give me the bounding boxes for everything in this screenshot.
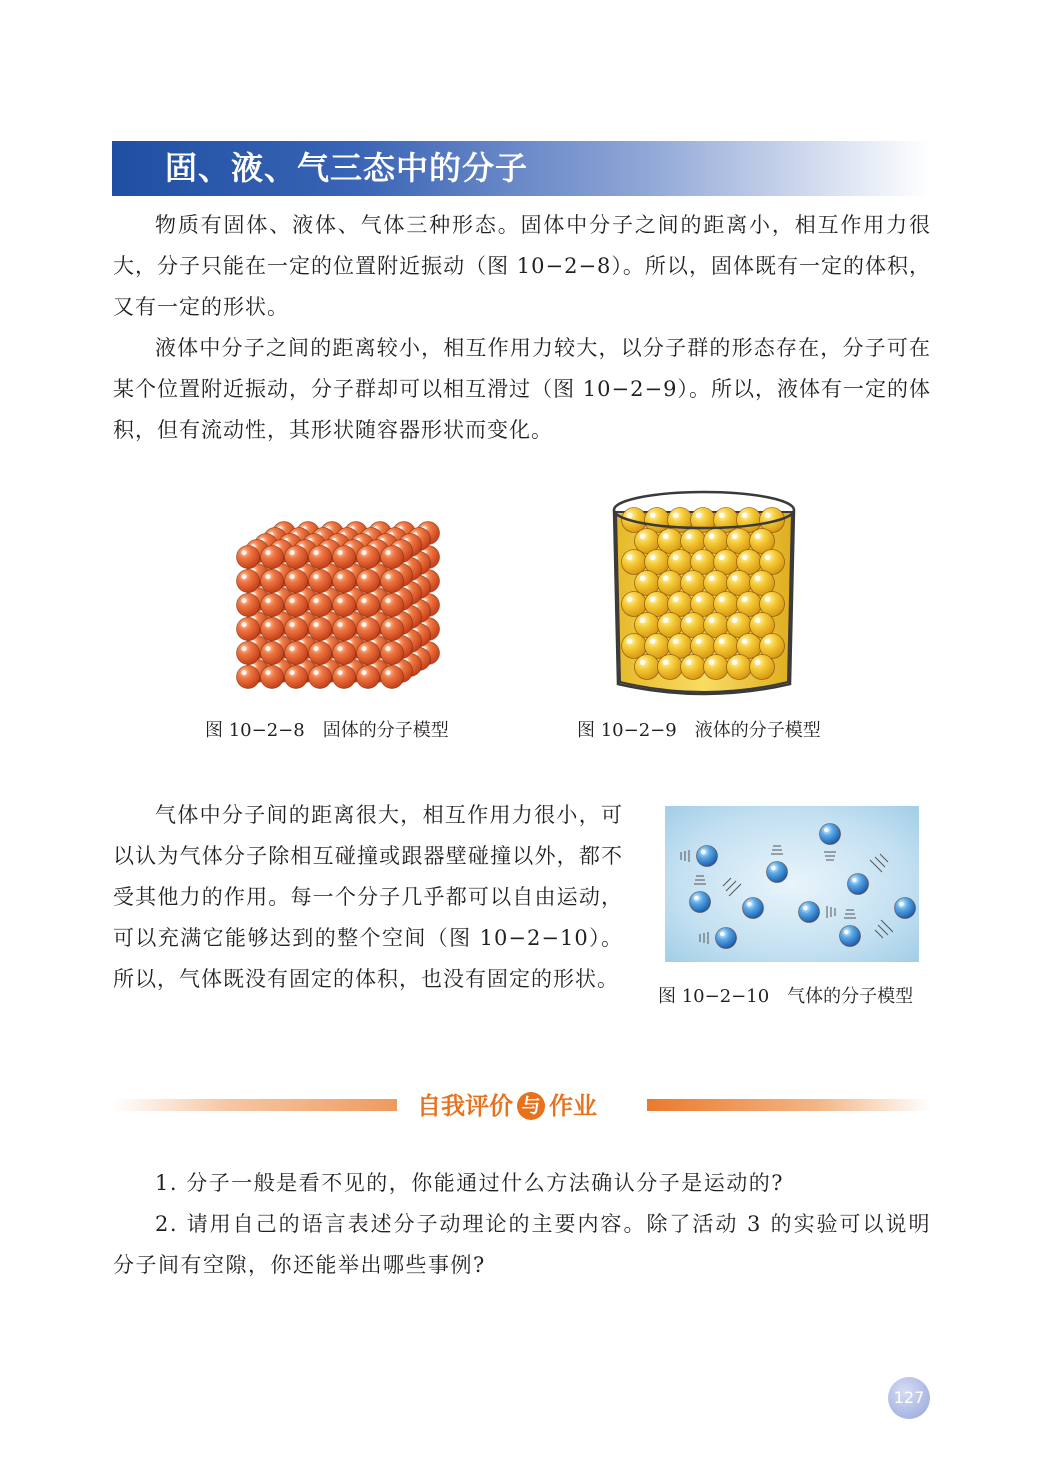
solid-molecule — [237, 618, 260, 641]
liquid-molecule-highlight — [627, 597, 633, 603]
liquid-molecule-highlight — [627, 555, 633, 561]
paragraph-solid: 物质有固体、液体、气体三种形态。固体中分子之间的距离小，相互作用力很大，分子只能在一定的位置附近振动（图 10−2−8）。所以，固体既有一定的体积，又有一定的形状。 — [113, 213, 931, 319]
liquid-molecule-highlight — [709, 534, 715, 540]
caption-number: 图 10−2−9 — [577, 720, 677, 741]
liquid-molecule-highlight — [696, 513, 702, 519]
liquid-molecule — [681, 655, 706, 680]
liquid-molecule-highlight — [765, 555, 771, 561]
caption-title: 液体的分子模型 — [694, 720, 821, 741]
solid-molecule — [261, 666, 284, 689]
liquid-molecule-highlight — [765, 513, 771, 519]
solid-molecule — [285, 666, 308, 689]
solid-molecule-highlight — [313, 598, 318, 603]
liquid-molecule — [622, 634, 647, 659]
liquid-molecule-highlight — [663, 534, 669, 540]
gas-molecule-highlight — [899, 902, 904, 907]
liquid-molecule-highlight — [686, 576, 692, 582]
solid-molecule — [333, 642, 356, 665]
liquid-molecule-highlight — [686, 534, 692, 540]
body-text-gas — [113, 795, 623, 1000]
solid-molecule — [237, 570, 260, 593]
solid-molecule-highlight — [385, 622, 390, 627]
solid-molecule-highlight — [313, 574, 318, 579]
solid-molecule-highlight — [289, 646, 294, 651]
solid-molecule — [333, 666, 356, 689]
solid-molecule-highlight — [385, 670, 390, 675]
section-line-left — [113, 1099, 397, 1111]
solid-molecule — [357, 594, 380, 617]
solid-molecule — [261, 642, 284, 665]
solid-molecule-highlight — [289, 574, 294, 579]
liquid-molecule-highlight — [732, 576, 738, 582]
liquid-molecule-highlight — [627, 513, 633, 519]
solid-molecule — [333, 546, 356, 569]
section-line-right — [647, 1099, 931, 1111]
liquid-molecule-highlight — [673, 513, 679, 519]
solid-molecule-highlight — [313, 622, 318, 627]
solid-molecule-highlight — [385, 550, 390, 555]
solid-molecule-highlight — [337, 670, 342, 675]
section-title-left: 自我评价 — [417, 1092, 513, 1120]
solid-molecule-highlight — [265, 550, 270, 555]
solid-molecule-highlight — [265, 646, 270, 651]
section-title-right: 作业 — [549, 1092, 597, 1120]
liquid-molecule-highlight — [742, 597, 748, 603]
section-title — [417, 1088, 597, 1124]
solid-molecule — [237, 546, 260, 569]
gas-molecule-highlight — [803, 906, 808, 911]
liquid-molecule — [622, 592, 647, 617]
liquid-molecule — [750, 655, 775, 680]
solid-molecule — [309, 642, 332, 665]
figure-caption-liquid — [577, 716, 821, 742]
question-item: 2. 请用自己的语言表述分子动理论的主要内容。除了活动 3 的实验可以说明分子间有空隙，你还能举出哪些事例? — [113, 1212, 931, 1277]
solid-molecule — [309, 546, 332, 569]
liquid-molecule-highlight — [719, 597, 725, 603]
gas-molecule-highlight — [720, 932, 725, 937]
solid-molecule-highlight — [265, 574, 270, 579]
solid-molecule — [309, 666, 332, 689]
caption-title: 固体的分子模型 — [322, 720, 449, 741]
solid-molecule-highlight — [361, 574, 366, 579]
liquid-molecule-figure — [608, 486, 800, 700]
solid-molecule — [381, 570, 404, 593]
liquid-molecule — [622, 550, 647, 575]
caption-title: 气体的分子模型 — [787, 986, 914, 1007]
paragraph-gas: 气体中分子间的距离很大，相互作用力很小，可以认为气体分子除相互碰撞或跟器壁碰撞以外，都不受其他力的作用。每一个分子几乎都可以自由运动，可以充满它能够达到的整个空间（图 10−2−10）。所以，气体既没有固定的体积，也没有固定的形状。 — [113, 803, 623, 991]
solid-molecule-highlight — [337, 550, 342, 555]
liquid-molecule — [635, 655, 660, 680]
liquid-molecule-highlight — [650, 555, 656, 561]
solid-molecule — [381, 618, 404, 641]
liquid-molecule-highlight — [755, 660, 761, 666]
liquid-molecule-highlight — [627, 639, 633, 645]
caption-number: 图 10−2−10 — [658, 986, 770, 1007]
liquid-molecule-highlight — [673, 597, 679, 603]
liquid-molecule-highlight — [650, 513, 656, 519]
liquid-molecule-highlight — [742, 513, 748, 519]
solid-molecule — [309, 570, 332, 593]
solid-molecule-highlight — [313, 670, 318, 675]
solid-molecule — [333, 570, 356, 593]
solid-molecule-highlight — [289, 598, 294, 603]
liquid-molecule-highlight — [755, 576, 761, 582]
liquid-molecule-highlight — [663, 576, 669, 582]
solid-molecule — [237, 666, 260, 689]
body-text — [113, 205, 931, 451]
liquid-molecule-highlight — [696, 597, 702, 603]
gas-molecule — [848, 874, 869, 895]
solid-molecule — [261, 618, 284, 641]
figure-caption-gas — [658, 982, 913, 1008]
solid-molecule — [357, 570, 380, 593]
gas-molecule — [820, 824, 841, 845]
solid-molecule-highlight — [241, 646, 246, 651]
solid-molecule — [309, 618, 332, 641]
gas-molecule-highlight — [701, 850, 706, 855]
question-item: 1. 分子一般是看不见的，你能通过什么方法确认分子是运动的? — [155, 1171, 784, 1195]
question-list — [113, 1163, 931, 1286]
liquid-molecule-highlight — [719, 639, 725, 645]
solid-molecule — [357, 642, 380, 665]
gas-molecule — [767, 862, 788, 883]
solid-molecule — [237, 642, 260, 665]
solid-molecule — [357, 546, 380, 569]
liquid-molecule-highlight — [640, 618, 646, 624]
solid-molecule-highlight — [241, 550, 246, 555]
solid-molecule-highlight — [241, 598, 246, 603]
liquid-molecule-highlight — [650, 639, 656, 645]
liquid-molecule-highlight — [640, 534, 646, 540]
liquid-molecule-highlight — [732, 618, 738, 624]
gas-molecule — [716, 928, 737, 949]
gas-molecule-highlight — [771, 866, 776, 871]
solid-molecule-highlight — [265, 598, 270, 603]
gas-molecule-highlight — [824, 828, 829, 833]
liquid-molecule — [658, 655, 683, 680]
solid-molecule-highlight — [361, 670, 366, 675]
solid-molecule-highlight — [385, 574, 390, 579]
liquid-molecule-highlight — [719, 513, 725, 519]
solid-molecule — [357, 666, 380, 689]
liquid-molecule-highlight — [732, 660, 738, 666]
gas-molecule — [840, 926, 861, 947]
liquid-molecule-highlight — [709, 618, 715, 624]
liquid-molecule-highlight — [742, 639, 748, 645]
liquid-molecule-highlight — [673, 555, 679, 561]
solid-molecule-highlight — [241, 574, 246, 579]
gas-molecule-highlight — [694, 896, 699, 901]
liquid-molecule-highlight — [640, 660, 646, 666]
solid-molecule-highlight — [289, 622, 294, 627]
gas-molecule-figure — [665, 806, 919, 962]
solid-molecule — [285, 594, 308, 617]
gas-molecule — [690, 892, 711, 913]
solid-molecule — [381, 666, 404, 689]
solid-molecule-highlight — [289, 670, 294, 675]
liquid-molecule-highlight — [640, 576, 646, 582]
gas-molecule — [799, 902, 820, 923]
gas-molecule — [895, 898, 916, 919]
gas-molecule — [697, 846, 718, 867]
gas-molecule-highlight — [747, 902, 752, 907]
liquid-molecule-highlight — [755, 534, 761, 540]
liquid-molecule-highlight — [650, 597, 656, 603]
solid-molecule — [309, 594, 332, 617]
solid-molecule — [285, 618, 308, 641]
solid-molecule-highlight — [313, 646, 318, 651]
solid-molecule-highlight — [385, 598, 390, 603]
liquid-molecule — [727, 655, 752, 680]
liquid-molecule-highlight — [742, 555, 748, 561]
liquid-molecule-highlight — [686, 618, 692, 624]
solid-molecule-highlight — [337, 622, 342, 627]
liquid-molecule-highlight — [719, 555, 725, 561]
solid-molecule — [261, 546, 284, 569]
solid-molecule-highlight — [361, 598, 366, 603]
solid-molecule — [285, 642, 308, 665]
solid-molecule — [381, 594, 404, 617]
gas-molecule — [743, 898, 764, 919]
liquid-molecule-highlight — [755, 618, 761, 624]
solid-molecule-highlight — [265, 670, 270, 675]
solid-molecule-highlight — [313, 550, 318, 555]
liquid-molecule-highlight — [663, 660, 669, 666]
page-number: 127 — [888, 1377, 930, 1419]
solid-molecule-highlight — [289, 550, 294, 555]
solid-molecule-highlight — [385, 646, 390, 651]
solid-molecule — [285, 570, 308, 593]
paragraph-liquid: 液体中分子之间的距离较小，相互作用力较大，以分子群的形态存在，分子可在某个位置附近振动，分子群却可以相互滑过（图 10−2−9）。所以，液体有一定的体积，但有流动性，其形状随容器形状而变化。 — [113, 336, 931, 442]
solid-molecule-highlight — [361, 550, 366, 555]
solid-molecule-highlight — [241, 670, 246, 675]
liquid-molecule-highlight — [765, 639, 771, 645]
solid-molecule — [333, 618, 356, 641]
caption-number: 图 10−2−8 — [205, 720, 305, 741]
solid-molecule — [357, 618, 380, 641]
liquid-molecule-highlight — [673, 639, 679, 645]
section-heading: 固、液、气三态中的分子 — [165, 149, 529, 187]
solid-molecule-figure — [232, 505, 444, 690]
solid-molecule-highlight — [361, 646, 366, 651]
liquid-molecule — [704, 655, 729, 680]
solid-molecule — [237, 594, 260, 617]
liquid-molecule-highlight — [696, 639, 702, 645]
solid-molecule-highlight — [337, 598, 342, 603]
solid-molecule-highlight — [241, 622, 246, 627]
liquid-molecule-highlight — [686, 660, 692, 666]
gas-molecule-highlight — [852, 878, 857, 883]
figure-caption-solid — [205, 716, 449, 742]
solid-molecule — [285, 546, 308, 569]
liquid-molecule-highlight — [663, 618, 669, 624]
solid-molecule — [333, 594, 356, 617]
solid-molecule — [381, 642, 404, 665]
solid-molecule-highlight — [337, 646, 342, 651]
liquid-molecule-highlight — [709, 576, 715, 582]
gas-molecule-highlight — [844, 930, 849, 935]
solid-molecule — [261, 594, 284, 617]
solid-molecule — [261, 570, 284, 593]
liquid-molecule-highlight — [732, 534, 738, 540]
section-connector-badge: 与 — [517, 1092, 545, 1120]
solid-molecule — [381, 546, 404, 569]
liquid-molecule-highlight — [696, 555, 702, 561]
liquid-molecule-highlight — [765, 597, 771, 603]
solid-molecule-highlight — [337, 574, 342, 579]
solid-molecule-highlight — [265, 622, 270, 627]
liquid-molecule-highlight — [709, 660, 715, 666]
solid-molecule-highlight — [361, 622, 366, 627]
